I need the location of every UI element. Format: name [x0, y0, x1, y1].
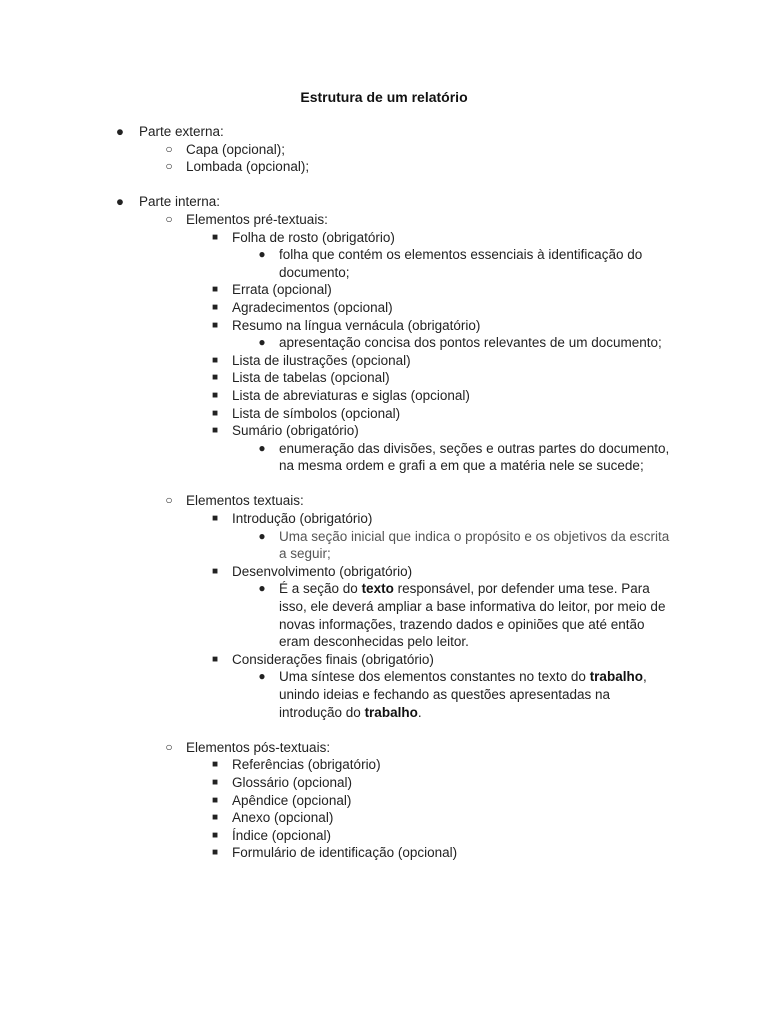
list-item-capa — [165, 141, 686, 159]
list-item-consideracoes — [211, 651, 682, 669]
bullet-circle-icon: ○ — [165, 141, 173, 156]
bullet-square-icon: ■ — [211, 513, 219, 525]
lista-simbolos-text: Lista de símbolos (opcional) — [232, 405, 401, 421]
list-item-pos-textuais — [165, 739, 686, 757]
list-item-apendice — [211, 792, 682, 810]
anexo-text: Anexo (opcional) — [232, 810, 334, 826]
bullet-circle-icon: ○ — [165, 159, 173, 174]
bullet-square-icon: ■ — [211, 425, 219, 437]
textuais-heading: Elementos textuais: — [186, 493, 304, 509]
bullet-disc-icon: ● — [258, 581, 266, 596]
apendice-text: Apêndice (opcional) — [232, 792, 352, 808]
bullet-square-icon: ■ — [211, 794, 219, 806]
desenvolvimento-desc-bold: texto — [361, 581, 394, 597]
bullet-disc-icon: ● — [258, 528, 266, 543]
desenvolvimento-desc-part-2: responsável, por defender uma tese. Para isso, ele deverá ampliar a base informativa do leitor, por meio de novas informações, trazendo dados e opiniões que até então eram desconhecidas pelo leitor. — [279, 581, 666, 650]
bullet-square-icon: ■ — [211, 653, 219, 665]
list-item-errata — [211, 281, 682, 299]
parte-externa-heading: Parte externa: — [139, 124, 224, 139]
bullet-disc-icon: ● — [115, 194, 125, 210]
bullet-circle-icon: ○ — [165, 493, 173, 508]
lista-tabelas-text: Lista de tabelas (opcional) — [232, 370, 390, 386]
introducao-desc: Uma seção inicial que indica o propósito e os objetivos da escrita a seguir; — [279, 528, 670, 562]
spacer — [0, 721, 768, 739]
spacer — [0, 176, 768, 194]
parte-interna-heading: Parte interna: — [139, 194, 221, 210]
bullet-square-icon: ■ — [211, 284, 219, 296]
bullet-square-icon: ■ — [211, 372, 219, 384]
bullet-circle-icon: ○ — [165, 211, 173, 226]
bullet-square-icon: ■ — [211, 231, 219, 243]
lista-ilustracoes-text: Lista de ilustrações (opcional) — [232, 352, 411, 368]
list-item-lista-simbolos — [211, 405, 682, 423]
list-item-lista-ilustracoes — [211, 352, 682, 370]
sumario-desc: enumeração das divisões, seções e outras partes do documento, na mesma ordem e grafi a em que a matéria nele se sucede; — [279, 440, 670, 474]
desenvolvimento-desc-part-1: É a seção do — [279, 581, 362, 597]
bullet-square-icon: ■ — [211, 301, 219, 313]
list-item-introducao-desc — [258, 528, 671, 563]
list-item-agradecimentos — [211, 299, 682, 317]
resumo-text: Resumo na língua vernácula (obrigatório) — [232, 317, 481, 333]
bullet-circle-icon: ○ — [165, 739, 173, 754]
list-item-desenvolvimento-desc — [258, 580, 671, 650]
list-item-introducao — [211, 510, 682, 528]
folha-rosto-text: Folha de rosto (obrigatório) — [232, 229, 395, 245]
list-item-folha-rosto-desc — [258, 246, 671, 281]
list-item-anexo — [211, 809, 682, 827]
list-item-indice — [211, 827, 682, 845]
list-item-desenvolvimento — [211, 563, 682, 581]
list-item-pre-textuais — [165, 211, 686, 229]
lombada-text: Lombada (opcional); — [186, 159, 310, 175]
indice-text: Índice (opcional) — [232, 827, 332, 843]
errata-text: Errata (opcional) — [232, 282, 332, 298]
list-item-formulario — [211, 844, 682, 862]
capa-text: Capa (opcional); — [186, 141, 286, 157]
list-item-sumario-desc — [258, 440, 671, 475]
list-item-lombada — [165, 158, 686, 176]
bullet-square-icon: ■ — [211, 389, 219, 401]
glossario-text: Glossário (opcional) — [232, 774, 353, 790]
bullet-square-icon: ■ — [211, 407, 219, 419]
list-item-referencias — [211, 756, 682, 774]
list-item-textuais — [165, 492, 686, 510]
document-title: Estrutura de um relatório — [300, 89, 468, 105]
bullet-square-icon: ■ — [211, 829, 219, 841]
referencias-text: Referências (obrigatório) — [232, 757, 381, 773]
bullet-square-icon: ■ — [211, 319, 219, 331]
document-body — [0, 123, 768, 862]
list-item-lista-abreviaturas — [211, 387, 682, 405]
pos-textuais-heading: Elementos pós-textuais: — [186, 739, 331, 755]
sumario-text: Sumário (obrigatório) — [232, 423, 359, 439]
bullet-disc-icon: ● — [258, 247, 266, 262]
formulario-text: Formulário de identificação (opcional) — [232, 845, 458, 861]
list-item-parte-externa — [115, 123, 699, 141]
list-item-resumo — [211, 317, 682, 335]
list-item-parte-interna — [115, 193, 699, 211]
bullet-square-icon: ■ — [211, 812, 219, 824]
list-item-consideracoes-desc — [258, 668, 671, 721]
agradecimentos-text: Agradecimentos (opcional) — [232, 299, 393, 315]
bullet-disc-icon: ● — [258, 335, 266, 350]
bullet-square-icon: ■ — [211, 776, 219, 788]
consideracoes-desc-bold-2: trabalho — [364, 704, 418, 720]
list-item-sumario — [211, 422, 682, 440]
folha-rosto-desc: folha que contém os elementos essenciais à identificação do documento; — [279, 247, 643, 280]
bullet-disc-icon: ● — [258, 440, 266, 455]
list-item-lista-tabelas — [211, 369, 682, 387]
introducao-text: Introdução (obrigatório) — [232, 511, 373, 527]
consideracoes-desc-part-3: . — [417, 704, 422, 720]
consideracoes-desc-part-2: , unindo ideias e fechando as questões apresentadas na introdução do — [279, 669, 647, 720]
bullet-square-icon: ■ — [211, 847, 219, 859]
consideracoes-desc-part-1: Uma síntese dos elementos constantes no texto do — [279, 669, 590, 685]
bullet-square-icon: ■ — [211, 354, 219, 366]
desenvolvimento-text: Desenvolvimento (obrigatório) — [232, 563, 413, 579]
bullet-square-icon: ■ — [211, 565, 219, 577]
pre-textuais-heading: Elementos pré-textuais: — [186, 211, 328, 227]
resumo-desc: apresentação concisa dos pontos relevantes de um documento; — [279, 335, 662, 351]
consideracoes-desc-bold-1: trabalho — [589, 669, 643, 685]
list-item-resumo-desc — [258, 334, 671, 352]
consideracoes-text: Considerações finais (obrigatório) — [232, 651, 434, 667]
lista-abreviaturas-text: Lista de abreviaturas e siglas (opcional) — [232, 387, 470, 403]
list-item-folha-rosto — [211, 229, 682, 247]
bullet-disc-icon: ● — [115, 124, 125, 139]
list-item-glossario — [211, 774, 682, 792]
bullet-disc-icon: ● — [258, 669, 266, 684]
bullet-square-icon: ■ — [211, 759, 219, 771]
spacer — [0, 475, 768, 493]
